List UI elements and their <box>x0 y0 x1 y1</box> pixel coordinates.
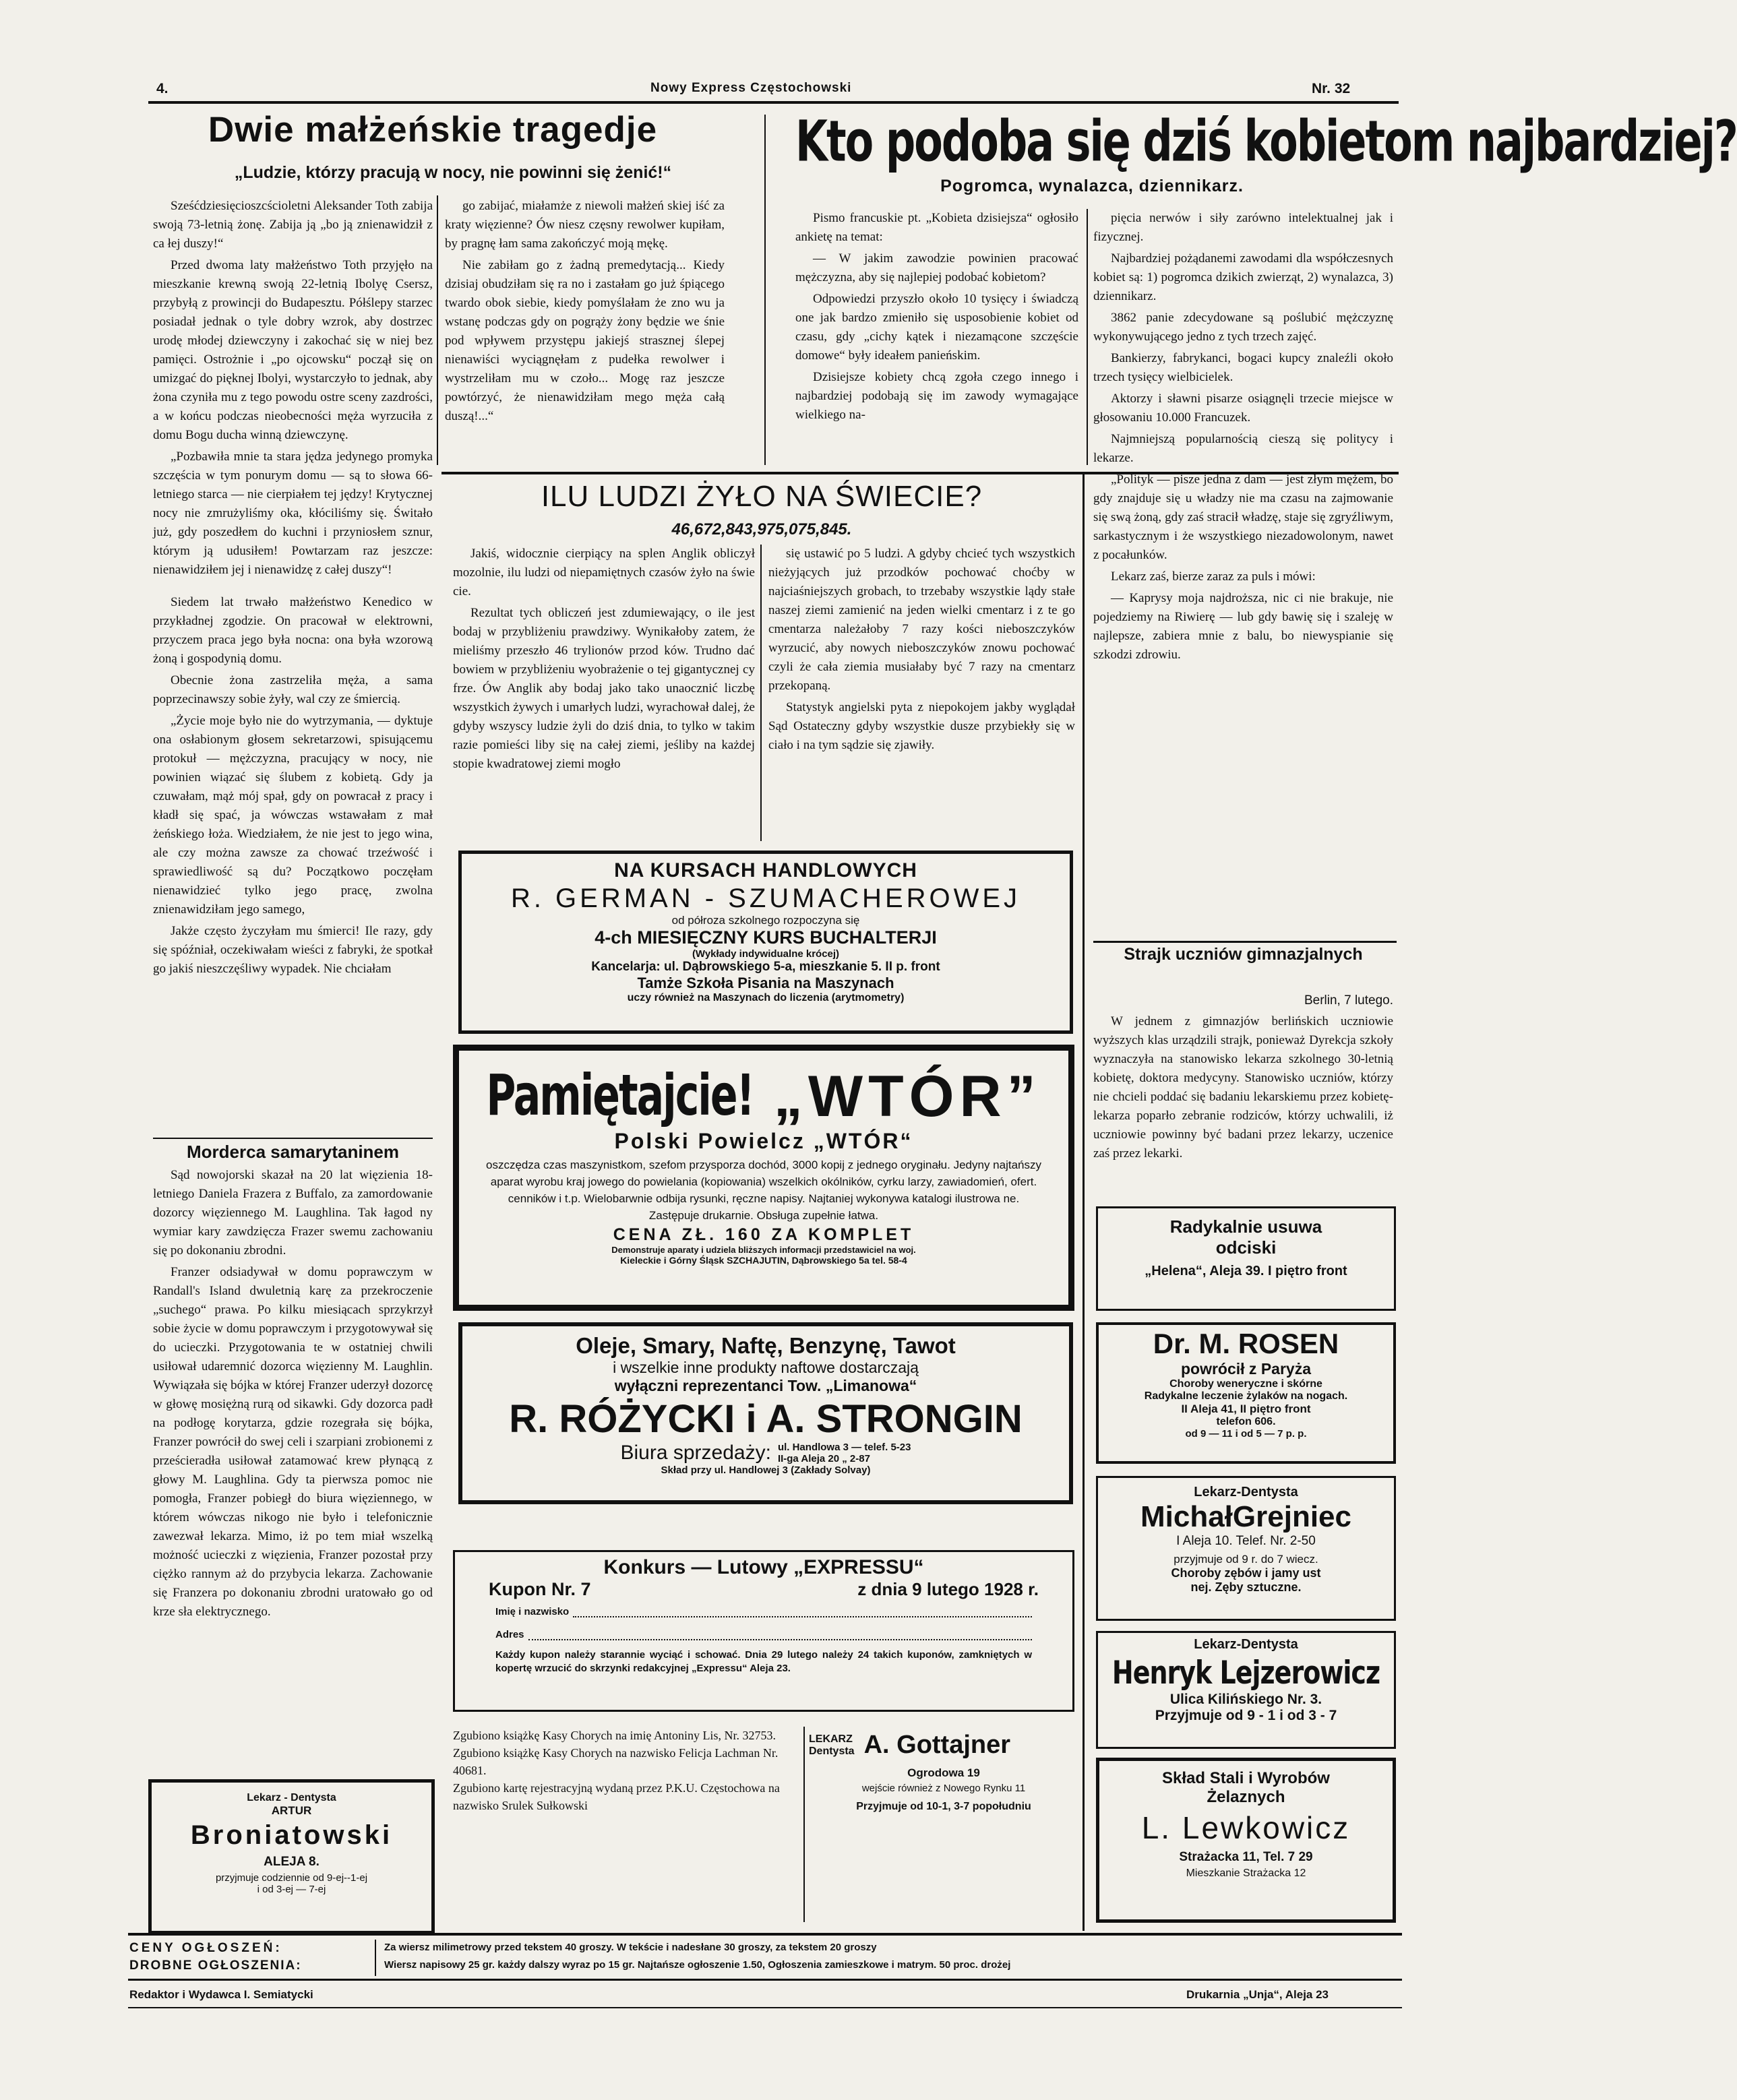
ad-oleje <box>458 1322 1073 1504</box>
ad-kursy <box>458 851 1073 1034</box>
footer-drukarnia: Drukarnia „Unja“, Aleja 23 <box>1186 1988 1329 2001</box>
article4-number: 46,672,843,975,075,845. <box>671 520 852 538</box>
ad-wtor <box>453 1045 1074 1311</box>
konkurs-field-name <box>455 1600 1072 1617</box>
zgubiono-notice: Zgubiono kartę rejestracyjną wydaną przez P.K.U. Częstochowa na nazwisko Srulek Sułkowski <box>453 1781 780 1812</box>
ad-biura: Biura sprzedaży: <box>620 1442 771 1464</box>
konkurs-field-line[interactable] <box>528 1627 1032 1640</box>
ad-line: Skład Stali i Wyrobów <box>1162 1769 1330 1787</box>
ad-line: wyłączni reprezentanci Tow. „Limanowa“ <box>614 1377 917 1394</box>
article2-title: Morderca samarytaninem <box>186 1142 400 1162</box>
ad-rosen <box>1096 1322 1396 1464</box>
article1-column2 <box>445 197 725 466</box>
paragraph: Najbardziej pożądanemi zawodami dla współczesnych kobiet są: 1) pogromca dzikich zwierząt, 2) wynalazca, 3) dziennikarz. <box>1093 251 1393 303</box>
konkurs-title: Konkurs — Lutowy „EXPRESSU“ <box>603 1556 924 1578</box>
ad-address: ul. Handlowa 3 — telef. 5-23 <box>777 1442 911 1453</box>
ad-line: Oleje, Smary, Naftę, Benzynę, Tawot <box>576 1333 956 1358</box>
ad-line: uczy również na Maszynach do liczenia (arytmometry) <box>627 992 905 1003</box>
paragraph: Dzisiejsze kobiety chcą zgoła czego innego i najbardziej podobają się im zawody wymagające wielkiego na- <box>795 370 1078 422</box>
konkurs-field-label: Adres <box>495 1629 524 1640</box>
paper-name: Nowy Express Częstochowski <box>650 81 852 95</box>
ad-line: „Helena“, Aleja 39. I piętro front <box>1145 1264 1347 1278</box>
ad-broniatowski <box>148 1779 435 1934</box>
ad-line: NA KURSACH HANDLOWYCH <box>614 859 917 882</box>
ad-line: Lekarz-Dentysta <box>1194 1637 1298 1652</box>
article5-title: Strajk uczniów gimnazjalnych <box>1124 945 1363 964</box>
paragraph: Obecnie żona zastrzeliła męża, a sama poprzecinawszy sobie żyły, wal czy ze śmiercią. <box>153 673 433 706</box>
article1-subtitle: „Ludzie, którzy pracują w nocy, nie powinni się żenić!“ <box>234 163 672 182</box>
article5-body <box>1093 1012 1393 1194</box>
zgubiono-notice: Zgubiono książkę Kasy Chorych na nazwisko Felicja Lachman Nr. 40681. <box>453 1746 779 1777</box>
ad-line: Radykalnie usuwa <box>1169 1216 1322 1237</box>
ad-line: 4-ch MIESIĘCZNY KURS BUCHALTERJI <box>595 927 937 948</box>
footer-drobne-label: DROBNE OGŁOSZENIA: <box>129 1958 302 1973</box>
section-rule <box>153 1138 433 1139</box>
article3-column1 <box>795 209 1078 465</box>
paragraph: Aktorzy i sławni pisarze osiągnęli trzecie miejsce w głosowaniu 10.000 Francuzek. <box>1093 392 1393 425</box>
footer-redaktor: Redaktor i Wydawca I. Semiatycki <box>129 1988 313 2001</box>
column-rule <box>437 195 438 465</box>
ad-hours: i od 3-ej — 7-ej <box>257 1884 326 1895</box>
article4-column1 <box>453 545 755 841</box>
article1-column1 <box>153 197 433 1120</box>
ad-line: nej. Zęby sztuczne. <box>1190 1580 1302 1594</box>
ad-radykalnie <box>1096 1206 1396 1311</box>
konkurs-note: Każdy kupon należy starannie wyciąć i schować. Dnia 29 lutego należy 24 takich kuponów, zamkniętych w kopertę wrzucić do skrzynki redakcyjnej „Expressu“ Aleja 23. <box>495 1649 1032 1674</box>
paragraph: „Życie moje było nie do wytrzymania, — dyktuje ona osłabionym głosem sekretarzowi, spisującemu protokuł — mężczyzna, pracujący w nocy, nie powinien wiązać się ślubem z kobietą. Gdy ja czuwałam, mąż mój spał, gdy on powracał z pracy i kładł się spać, ja wówczas wstawałam z mał żeńskiego łoża. Wiedziałem, że nie jest to jego wina, ale czy można zawsze za chować trzeźwość i sprawiedliwość są du? Początkowo poczęłam nienawidzieć tylko jego pracę, zwolna znienawidziłam jego samego, <box>153 714 433 917</box>
ad-line: i wszelkie inne produkty naftowe dostarczają <box>613 1359 919 1376</box>
ad-line: od 9 — 11 i od 5 — 7 p. p. <box>1185 1428 1307 1440</box>
ad-name: A. Gottajner <box>863 1731 1011 1759</box>
footer-ceny-label: CENY OGŁOSZEŃ: <box>129 1941 282 1955</box>
article1-title: Dwie małżeńskie tragedje <box>208 110 658 150</box>
ad-line: od półroza szkolnego rozpoczyna się <box>671 914 860 927</box>
footer-rule <box>128 1933 1402 1936</box>
ad-line: Choroby weneryczne i skórne <box>1169 1378 1322 1390</box>
ad-headline-right: „WTÓR” <box>773 1064 1041 1129</box>
ad-line: Przyjmuje od 9 - 1 i od 3 - 7 <box>1155 1708 1337 1723</box>
ad-line: I Aleja 10. Telef. Nr. 2-50 <box>1176 1534 1316 1548</box>
ad-addresses <box>778 1442 911 1464</box>
paragraph: Nie zabiłam go z żadną premedytacją... Kiedy dzisiaj obudziłam się ra no i zastałam go już śpiącego twardo obok siebie, kiedy pomyślałam że zno wu ja wstanę podczas gdy on pogrąży żony będzie we śnie pod wpływem przystępu jakiejś strasznej ślepej nienawiści wyciągnęłam z pudełka rewolwer i wystrzeliłam mu w czoło... Mogę raz jeszcze powtórzyć, że nienawidziłam mego męża całą duszą!...“ <box>445 258 725 423</box>
paragraph: „Pozbawiła mnie ta stara jędza jedynego promyka szczęścia w tym ponurym domu — są to słowa 66-letniego starca — nie cierpiałem tej jędzy! Krytycznej nocy nie zmrużyliśmy oka, kłóciliśmy się. Świtało już, gdy poszedłem do kuchni i przyniosłem sznur, którym ją udusiłem! Powtarzam raz jeszcze: nienawidziłem jej i nienawidzę z całej duszy“! <box>153 450 433 577</box>
ad-line: Strażacka 11, Tel. 7 29 <box>1179 1850 1313 1864</box>
article4-title: ILU LUDZI ŻYŁO NA ŚWIECIE? <box>541 480 983 513</box>
ad-line: Żelaznych <box>1207 1788 1285 1806</box>
paragraph: Statystyk angielski pyta z niepokojem jakby wyglądał Sąd Ostateczny gdyby wszystkie dusze przybiekły się w ciało i na tym sądzie się zjawiły. <box>768 700 1075 752</box>
article3-subtitle: Pogromca, wynalazca, dziennikarz. <box>940 177 1244 195</box>
article4-column2 <box>768 545 1075 841</box>
article3-title: Kto podoba się dziś kobietom najbardziej? <box>795 108 1737 175</box>
ad-name: MichałGrejniec <box>1140 1500 1351 1533</box>
ad-offices <box>462 1442 1069 1464</box>
ad-line: telefon 606. <box>1216 1416 1276 1427</box>
column-rule <box>760 545 762 841</box>
paragraph: Franzer odsiadywał w domu poprawczym w Randall's Island dwuletnią karę za przekroczenie „suchego“ prawa. Po kilku miesiącach sprzykrzył sobie życie w domu poprawczym i przygotowywał się do ucieczki. Przygotowania te w ostatniej chwili usiłował udaremnić dozorca więzienny M. Laughlin. Wywiązała się bójka w której Franzer uderzył dozorcę w głowę mosiężną rurą od sikawki. Gdy dozorca padł na podłogę korytarza, gdzie rozegrała się bójka, Franzer powrócił do swej celi i szarpiani zrobionemi z prześcieradła usiłował zatamować krew płynącą z głowy M. Laughlina. Gdy ta pierwsza pomoc nie pomogła, Franzer pobiegł do biura więziennego, w którem wówczas nikogo nie było i telefonicznie zawezwał lekarza. Mimo, iż po tem miał wszelką możność ucieczki z więzienia, Franzer pozostał przy ciężko rannym aż do przybycia lekarza. Zachowanie się Franzera po dokonaniu zbrodni uratowało go od krze sła elektrycznego. <box>153 1265 433 1619</box>
column-rule <box>764 115 766 465</box>
ad-address: wejście również z Nowego Rynku 11 <box>861 1783 1026 1794</box>
ad-konkurs <box>453 1550 1074 1712</box>
paragraph: „Polityk — pisze jedna z dam — jest złym mężem, bo gdy znajduje się u władzy nie ma czasu na zajmowanie się swą żoną, gdy zaś stracił władzę, staje się zgryźliwym, sarkastycznym i że wszystkiego niezadowolonym, nawet z pocałunków. <box>1093 472 1393 562</box>
paragraph: Lekarz zaś, bierze zaraz za puls i mówi: <box>1111 569 1316 584</box>
paragraph: Jakiś, widocznie cierpiący na splen Anglik obliczył mozolnie, ilu ludzi od niepamiętnych czasów żyło na świe cie. <box>453 547 755 598</box>
ad-address: II-ga Aleja 20 „ 2-87 <box>777 1453 870 1464</box>
ad-hours: Przyjmuje od 10-1, 3-7 popołudniu <box>856 1801 1031 1812</box>
ad-sklad: Skład przy ul. Handlowej 3 (Zakłady Solvay) <box>661 1464 871 1476</box>
paragraph: pięcia nerwów i siły zarówno intelektualnej jak i fizycznej. <box>1093 211 1393 244</box>
ad-name: Henryk Lejzerowicz <box>1111 1654 1380 1691</box>
ad-line: Tamże Szkoła Pisania na Maszynach <box>637 975 894 991</box>
ad-price: CENA ZŁ. 160 ZA KOMPLET <box>613 1225 915 1244</box>
zgubiono-notice: Zgubiono książkę Kasy Chorych na imię Antoniny Lis, Nr. 32753. <box>453 1729 776 1742</box>
ad-lejzerowicz <box>1096 1631 1396 1749</box>
konkurs-date: z dnia 9 lutego 1928 r. <box>857 1579 1039 1599</box>
ad-headline-left: Pamiętajcie! <box>486 1063 754 1129</box>
header-rule <box>148 101 1399 104</box>
ad-line: II Aleja 41, II piętro front <box>1181 1402 1311 1415</box>
footer-ceny-text: Za wiersz milimetrowy przed tekstem 40 groszy. W tekście i nadesłane 30 groszy, za tekstem 20 groszy <box>384 1942 877 1953</box>
article2-body <box>153 1166 433 1772</box>
paragraph: 3862 panie zdecydowane są poślubić mężczyznę wykonywującego jedno z tych trzech zajęć. <box>1093 311 1393 344</box>
paragraph: Pismo francuskie pt. „Kobieta dzisiejsza“ ogłosiło ankietę na temat: <box>795 211 1078 244</box>
ad-headline <box>459 1055 1068 1129</box>
ad-line: (Wykłady indywidualne krócej) <box>692 948 840 960</box>
konkurs-kupon-row <box>455 1579 1072 1600</box>
konkurs-field-label: Imię i nazwisko <box>495 1606 570 1617</box>
page-number: 4. <box>156 81 169 96</box>
paragraph: go zabijać, miałamże z niewoli małżeń skiej iść za kraty więzienne? Ów niesz częsny rewolwer kupiłam, by pragnę łam sama zakończyć moją mękę. <box>445 199 725 251</box>
paragraph: Sześćdziesięcioszcścioletni Aleksander Toth zabija swoją 73-letnią żonę. Zabija ją „bo ją znienawidził z ca łej duszy!“ <box>153 199 433 251</box>
footer-rule <box>375 1940 376 1976</box>
paragraph: W jednem z gimnazjów berlińskich uczniowie wyższych klas urządzili strajk, ponieważ Dyrekcja szkoły wyznaczyła na stanowisko lekarza szkolnego 30-letnią kobietę, doktora medycyny. Stanowisko uczniów, którzy nie chcieli poddać się badaniu lekarskiemu przez kobietę-lekarza poparło zebranie rodziców, którzy uchwalili, iż uczniowie powinny być badani przez lekarzy, uczenice zaś przez lekarki. <box>1093 1014 1393 1161</box>
ad-name: Broniatowski <box>190 1820 393 1850</box>
konkurs-kupon: Kupon Nr. 7 <box>489 1579 591 1599</box>
ad-line: Ulica Kilińskiego Nr. 3. <box>1169 1692 1322 1707</box>
ad-line: ARTUR <box>271 1804 312 1817</box>
paragraph: Rezultat tych obliczeń jest zdumiewający, o ile jest bodaj w przybliżeniu prawdziwy. Wynikałoby zatem, że mieliśmy przeszło 46 trylionów przod ków. Trudno dać bowiem w przybliżeniu wyobrażenie o tej gigantycznej cy frze. Ów Anglik aby bodaj jako tako unaocznić liczbę wszystkich żywych i umarłych ludzi, wyrachował dalej, że gdyby wszyscy ludzie żyli do dziś dnia, to tylko w takim razie pomieści liby się na całej ziemi, jeśliby na każdej stopie kwadratowej ziemi mogło <box>453 606 755 771</box>
article3-column2 <box>1093 209 1393 930</box>
paragraph: Najmniejszą popularnością cieszą się politycy i lekarze. <box>1093 432 1393 465</box>
ad-line: Kancelarja: ul. Dąbrowskiego 5-a, mieszkanie 5. II p. front <box>591 960 940 974</box>
ad-grejniec <box>1096 1476 1396 1621</box>
ad-body: oszczędza czas maszynistkom, szefom przysporza dochód, 3000 kopij z jednego oryginału. Jedyny najtańszy aparat wyrobu kraj jowego do powielania (kopiowania) wszelkich okólników, cyrku larzy, zawiadomień, ofert. cenników i t.p. Wielobarwnie odbija rysunki, ręczne napisy. Najtaniej wykonywa katalogi ilustrowa ne. Zastępuje drukarnie. Obsługa zupełnie łatwa. <box>486 1159 1041 1222</box>
paragraph: Siedem lat trwało małżeństwo Kenedico w przykładnej zgodzie. On pracował w elektrowni, przyczem praca jego była nocna: ona była wzorową żoną i gospodynią domu. <box>153 595 433 666</box>
konkurs-field-line[interactable] <box>573 1604 1032 1617</box>
ad-hours: przyjmuje codziennie od 9-ej--1-ej <box>215 1872 368 1884</box>
ad-label: Dentysta <box>809 1745 855 1757</box>
ad-gottajner <box>809 1731 1078 1926</box>
paragraph: — W jakim zawodzie powinien pracować mężczyzna, aby się najlepiej podobać kobietom? <box>795 251 1078 284</box>
column-rule <box>803 1727 805 1922</box>
ad-labels <box>809 1733 855 1758</box>
column-rule <box>1083 472 1085 1931</box>
footer-rule <box>128 1979 1402 1981</box>
paragraph: się ustawić po 5 ludzi. A gdyby chcieć tych wszystkich nieżyjących już przodków pochować choćby w najciaśniejszych grobach, to trzebaby wszystkie lądy stałe naszej ziemi zamienić na jeden wielki cmentarz i z te go cmentarza należałoby 7 razy kości nieboszczyków wyrzucić, aby nowych nieboszczyków znowu pochować czyli że cała ziemia musiałaby być 7 razy na cmentarz przekopaną. <box>768 547 1075 693</box>
section-rule <box>1093 941 1397 943</box>
footer-drobne-text: Wiersz napisowy 25 gr. każdy dalszy wyraz po 15 gr. Najtańsze ogłoszenie 1.50, Ogłoszenia zamieszkowe i matrym. 50 proc. drożej <box>384 1959 1011 1971</box>
konkurs-field-address <box>455 1617 1072 1640</box>
issue-number: Nr. 32 <box>1312 81 1351 96</box>
paragraph: Odpowiedzi przyszło około 10 tysięcy i świadczą one jak bardzo zmieniło się usposobienie kobiet od czasu, gdy „cichy kątek i niezamącone szczęście domowe“ były ideałem panieńskim. <box>795 292 1078 363</box>
ad-name: R. RÓŻYCKI i A. STRONGIN <box>509 1397 1023 1441</box>
column-rule <box>1087 209 1088 465</box>
ad-name: R. GERMAN - SZUMACHEROWEJ <box>510 884 1021 913</box>
ad-line: przyjmuje od 9 r. do 7 wiecz. <box>1174 1553 1318 1566</box>
article5-dateline: Berlin, 7 lutego. <box>1304 993 1393 1008</box>
footer-rule <box>128 2007 1402 2008</box>
ad-gottajner-head <box>809 1731 1078 1760</box>
paragraph: Bankierzy, fabrykanci, bogaci kupcy znaleźli około trzech tysięcy wielbicielek. <box>1093 351 1393 384</box>
ad-line: powrócił z Paryża <box>1180 1360 1311 1378</box>
paragraph: Przed dwoma laty małżeństwo Toth przyjęło na mieszkanie krewną swoją 22-letnią Ibolyę Csersz, przybyłą z prowincji do Budapesztu. Półślepy starzec posiadał jednak o tyle dobry wzrok, aby dostrzec urodę młodej dziewczyny i zakochać się w niej bez pamięci. Ostrożnie i „po ojcowsku“ począł się on umizgać do pięknej Ibolyi, wystarczyło to jednak, aby żona czyniła mu z tego powodu ostre sceny zazdrości, a w końcu podczas nieobecności męża wyrzuciła z domu Bogu ducha winną dziewczynę. <box>153 258 433 442</box>
ad-name: L. Lewkowicz <box>1141 1810 1351 1845</box>
ad-line: Lekarz - Dentysta <box>247 1792 336 1803</box>
paragraph: Jakże często życzyłam mu śmierci! Ile razy, gdy się spóźniał, oczekiwałam wieści z fabryki, że spotkał go jakiś nieszczęśliwy wypadek. Nie chciałam <box>153 924 433 976</box>
ad-line: odciski <box>1215 1237 1277 1258</box>
ad-address: ALEJA 8. <box>264 1855 319 1869</box>
ad-lewkowicz <box>1096 1758 1396 1923</box>
ad-line: Mieszkanie Strażacka 12 <box>1186 1867 1306 1879</box>
ad-address: Ogrodowa 19 <box>907 1766 980 1779</box>
ad-footer: Kieleckie i Górny Śląsk SZCHAJUTIN, Dąbrowskiego 5a tel. 58-4 <box>620 1255 907 1266</box>
paragraph: — Kaprysy moja najdroższa, nic ci nie brakuje, nie pojedziemy na Riwierę — lub gdy bawię się i szaleję w najlepsze, zabiera mnie z balu, bo niewyspianie się szkodzi zdrowiu. <box>1093 591 1393 662</box>
ad-line: Radykalne leczenie żylaków na nogach. <box>1144 1390 1348 1402</box>
ad-line: Choroby zębów i jamy ust <box>1171 1566 1321 1580</box>
ad-label: LEKARZ <box>809 1733 853 1745</box>
ad-subtitle: Polski Powielcz „WTÓR“ <box>614 1129 913 1153</box>
ad-footer: Demonstruje aparaty i udziela bliższych informacji przedstawiciel na woj. <box>611 1245 916 1255</box>
zgubiono-section <box>453 1727 803 1814</box>
paragraph: Sąd nowojorski skazał na 20 lat więzienia 18-letniego Daniela Frazera z Buffalo, za zamordowanie dozorcy więziennego M. Laughlina. Tak łagod ny wymiar kary zawdzięcza Frazer swemu zachowaniu się po dokonaniu zbrodni. <box>153 1168 433 1258</box>
ad-line: Lekarz-Dentysta <box>1194 1485 1298 1500</box>
ad-name: Dr. M. ROSEN <box>1153 1328 1339 1359</box>
